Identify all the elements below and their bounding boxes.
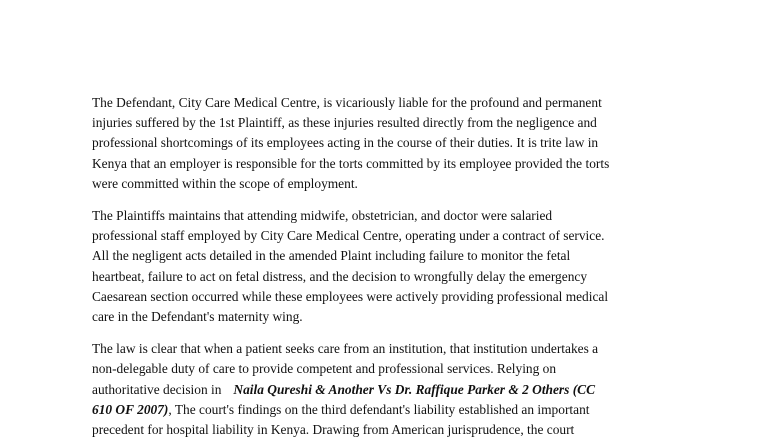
text-line: All the negligent acts detailed in the amended Plaint including failure to monitor the fetal bbox=[92, 248, 571, 264]
paragraph-employed-staff bbox=[92, 206, 722, 327]
document-body bbox=[92, 93, 722, 441]
case-citation-number: 610 OF 2007) bbox=[92, 401, 169, 417]
text-line: The Plaintiffs maintains that attending midwife, obstetrician, and doctor were salaried bbox=[92, 208, 553, 224]
paragraph-non-delegable-duty bbox=[92, 339, 722, 440]
case-citation: Naila Qureshi & Another Vs Dr. Raffique Parker & 2 Others (CC bbox=[233, 381, 596, 397]
text-line: The law is clear that when a patient seeks care from an institution, that institution undertakes a bbox=[92, 341, 599, 357]
text-line: Caesarean section occurred while these employees were actively providing professional medical bbox=[92, 288, 609, 304]
text-line: Kenya that an employer is responsible for the torts committed by its employee provided the torts bbox=[92, 155, 610, 171]
text-line: professional staff employed by City Care Medical Centre, operating under a contract of service. bbox=[92, 228, 605, 244]
text-line: professional shortcomings of its employees acting in the course of their duties. It is trite law in bbox=[92, 135, 599, 151]
citation-continuation: , The court's findings on the third defendant's liability established an important bbox=[168, 401, 590, 417]
citation-intro: authoritative decision in bbox=[92, 381, 222, 397]
text-line: precedent for hospital liability in Kenya. Drawing from American jurisprudence, the court bbox=[92, 422, 575, 438]
text-line: were committed within the scope of employment. bbox=[92, 175, 358, 191]
text-line: The Defendant, City Care Medical Centre, is vicariously liable for the profound and permanent bbox=[92, 95, 602, 110]
text-line bbox=[92, 380, 722, 400]
paragraph-vicarious-liability bbox=[92, 93, 722, 194]
text-line: injuries suffered by the 1st Plaintiff, as these injuries resulted directly from the negligence and bbox=[92, 115, 597, 131]
text-line: care in the Defendant's maternity wing. bbox=[92, 309, 303, 325]
text-line bbox=[92, 400, 722, 420]
text-line: non-delegable duty of care to provide competent and professional services. Relying on bbox=[92, 361, 557, 377]
text-line: heartbeat, failure to act on fetal distress, and the decision to wrongfully delay the emergency bbox=[92, 268, 588, 284]
